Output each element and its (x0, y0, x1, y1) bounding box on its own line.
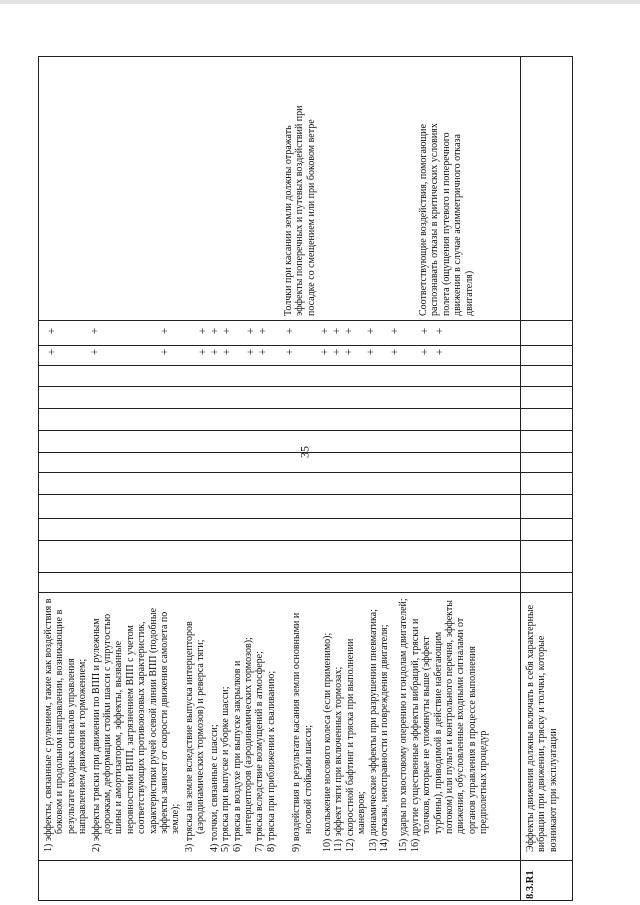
column-rule (38, 592, 573, 593)
plus-mark: + (207, 327, 221, 335)
plus-mark: + (387, 327, 401, 335)
list-item: 11) эффект тяги при включенных тормозах; (333, 666, 345, 852)
plus-mark: + (87, 348, 101, 356)
list-item: 3) тряска на земле вследствие выпуска интерцепторов (аэродинамических тормозов) и реверса тяги; (183, 621, 207, 852)
column-rule (38, 472, 573, 473)
page-number: 35 (297, 446, 312, 458)
plus-mark: + (207, 348, 221, 356)
list-item: 10) скольжение носового колеса (если применимо); (321, 632, 333, 852)
plus-mark: + (329, 348, 343, 356)
list-item: 2) эффекты тряски при движении по ВПП и рулежным дорожкам, деформации стойки шасси с упругостью шины и амортизатором, эффекты, вызванные неровностями ВПП, загрязнением ВПП с учетом соответствующих противоюзовых характеристик, характеристики ручей осевой линии ВПП (подобные эффекты зависят от скорости движения самолета по земле); (90, 607, 182, 852)
scan-edge (0, 0, 640, 4)
plus-mark: + (157, 348, 171, 356)
plus-mark: + (243, 327, 257, 335)
list-item: 8) тряска при приближении к сваливанию; (265, 670, 277, 852)
list-item: 6) тряска в воздухе при выпуске закрылков и интерцепторов (аэродинамических тормозов); (231, 637, 254, 852)
column-rule (38, 860, 573, 861)
column-rule (38, 320, 573, 321)
column-rule (38, 540, 573, 541)
plus-mark: + (363, 327, 377, 335)
plus-mark: + (341, 348, 355, 356)
column-rule (38, 452, 573, 453)
column-rule (38, 518, 573, 519)
list-item: 13) динамические эффекты при разрушении пневматика; (367, 609, 379, 852)
plus-mark: + (157, 327, 171, 335)
requirement-code: 8.3.R1 (525, 870, 536, 899)
plus-mark: + (363, 348, 377, 356)
plus-mark: + (219, 327, 233, 335)
list-item: 7) тряска вследствие возмущений в атмосфере; (254, 651, 266, 852)
plus-mark: + (219, 348, 233, 356)
plus-mark: + (195, 327, 209, 335)
plus-mark: + (44, 327, 58, 335)
plus-mark: + (44, 348, 58, 356)
list-item: 14) отказы, неисправности и повреждения двигателя; (378, 624, 390, 852)
plus-mark: + (282, 327, 296, 335)
plus-mark: + (432, 327, 446, 335)
column-rule (38, 572, 573, 573)
requirement-text: Эффекты движения должны включать в себя характерные вибрации при движении, тряску и толчки, которые возникают при эксплуатации (525, 604, 559, 852)
column-rule (38, 345, 573, 346)
column-rule (38, 430, 573, 431)
plus-mark: + (317, 327, 331, 335)
touchdown-note: Толчки при касании земли должны отражать эффекты поперечных и путевых воздействий при посадке со смещением или при боковом ветре (283, 105, 317, 316)
list-item: 12) скоростной бафтинг и тряска при выполнении маневров; (344, 638, 368, 852)
plus-mark: + (255, 327, 269, 335)
failure-cues-note: Соответствующие воздействия, помогающие распознавать отказы в критических условиях полета (ощущения путевого и поперечного движения в случае асимметричного отказа двигателя) (418, 123, 475, 316)
plus-mark: + (387, 348, 401, 356)
row-separator (520, 56, 521, 901)
plus-mark: + (243, 348, 257, 356)
plus-mark: + (87, 327, 101, 335)
plus-mark: + (417, 348, 431, 356)
column-rule (38, 494, 573, 495)
plus-mark: + (341, 327, 355, 335)
list-item: 9) воздействия в результате касания земли основными и носовой стойками шасси; (291, 612, 314, 852)
list-item: 5) тряска при выпуске и уборке шасси; (220, 686, 232, 852)
plus-mark: + (282, 348, 296, 356)
plus-mark: + (195, 348, 209, 356)
list-item: 4) толчки, связанные с шасси; (208, 724, 220, 852)
list-item: 16) другие существенные эффекты вибраций, тряски и толчков, которые не упомянуты выше (эффект турбины), приводимой в действие набегающим потоком) или пульта и контрольного перечня, эффекты движения, обусловленные входными сигналами от органов управления в процессе выполнения предполетных процедур (409, 600, 490, 852)
column-rule (38, 408, 573, 409)
plus-mark: + (417, 327, 431, 335)
requirements-table (38, 56, 573, 901)
list-item: 1) эффекты, связанные с рулением, такие как воздействия в боковом и продольном направлении, возникающие в результате входных сигналов управления направлением движения и торможением; (43, 598, 89, 852)
plus-mark: + (255, 348, 269, 356)
list-item: 15) удары по хвостовому оперению и гондолам двигателей; (398, 598, 410, 852)
column-rule (38, 386, 573, 387)
column-rule (38, 365, 573, 366)
plus-mark: + (329, 327, 343, 335)
effects-list (43, 597, 490, 852)
plus-mark: + (317, 348, 331, 356)
plus-mark: + (432, 348, 446, 356)
